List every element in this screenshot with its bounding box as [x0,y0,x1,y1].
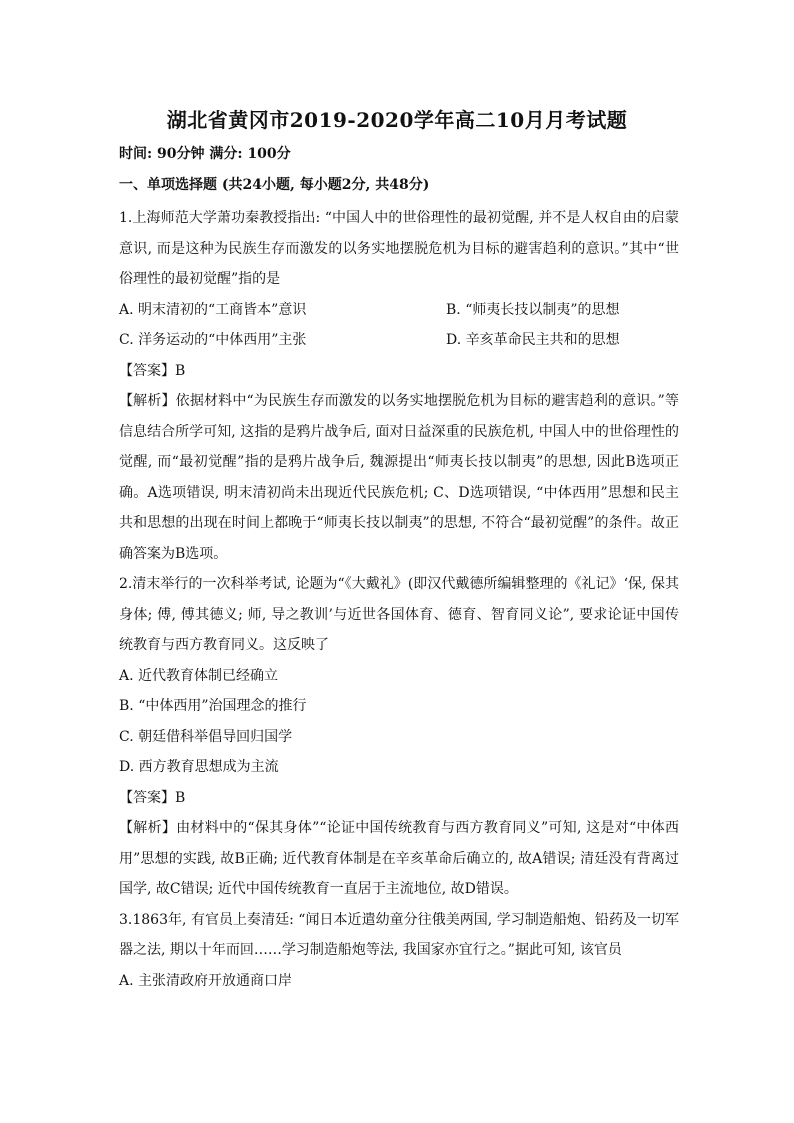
question-2-option-b: B. “中体西用”治国理念的推行 [119,698,307,714]
section-heading: 一、单项选择题 (共24小题, 每小题2分, 共48分) [119,177,430,193]
question-2-option-c: C. 朝廷借科举倡导回归国学 [119,728,293,745]
question-1-option-c: C. 洋务运动的“中体西用”主张 [119,332,307,348]
question-2-analysis: 【解析】由材料中的“保其身体”“论证中国传统教育与西方教育同义”可知, 这是对“中体西用”思想的实践, 故B正确; 近代教育体制是在辛亥革命后确立的, 故A错误; 清廷没有背离过国学, 故C错误; 近代中国传统教育一直居于主流地位, 故D错误。 [119,820,679,897]
question-1-options-row-1 [119,295,679,326]
exam-meta: 时间: 90分钟 满分: 100分 [119,146,291,162]
question-1-option-b: B. “师夷长技以制夷”的思想 [446,301,620,318]
question-1-analysis: 【解析】依据材料中“为民族生存而激发的以务实地摆脱危机为目标的避害趋利的意识。”等信息结合所学可知, 这指的是鸦片战争后, 面对日益深重的民族危机, 中国人中的世俗理性的觉醒, 而“最初觉醒”指的是鸦片战争后, 魏源提出“师夷长技以制夷”的思想, 因此B选项正确。A选项错误, 明末清初尚未出现近代民族危机; C、D选项错误, “中体西用”思想和民主共和思想的出现在时间上都晚于“师夷长技以制夷”的思想, 不符合“最初觉醒”的条件。故正确答案为B选项。 [119,393,679,562]
question-2-stem: 2.清末举行的一次科举考试, 论题为“《大戴礼》(即汉代戴德所编辑整理的《礼记》‘保, 保其身体; 傅, 傅其德义; 师, 导之教训’与近世各国体育、德育、智育同义论”, 要求论证中国传统教育与西方教育同义。这反映了 [119,576,679,653]
question-1-option-d: D. 辛亥革命民主共和的思想 [446,332,620,348]
question-3-option-a: A. 主张清政府开放通商口岸 [119,972,293,989]
question-1-answer: 【答案】B [119,362,186,379]
question-2-option-d: D. 西方教育思想成为主流 [119,759,279,775]
question-3-stem: 3.1863年, 有官员上奏清廷: “闻日本近遣幼童分往俄美两国, 学习制造船炮、铅药及一切军器之法, 期以十年而回……学习制造船炮等法, 我国家亦宜行之。”据此可知, 该官员 [119,911,679,958]
document-title: 湖北省黄冈市2019-2020学年高二10月月考试题 [166,108,628,132]
question-1-stem: 1.上海师范大学萧功秦教授指出: “中国人中的世俗理性的最初觉醒, 并不是人权自由的启蒙意识, 而是这种为民族生存而激发的以务实地摆脱危机为目标的避害趋利的意识。”其中“世俗理性的最初觉醒”指的是 [119,210,679,287]
question-2-option-a: A. 近代教育体制已经确立 [119,667,279,684]
question-2-answer: 【答案】B [119,789,186,806]
question-1-option-a: A. 明末清初的“工商皆本”意识 [119,301,307,318]
questions [119,203,679,996]
question-1-options-row-2 [119,325,679,356]
